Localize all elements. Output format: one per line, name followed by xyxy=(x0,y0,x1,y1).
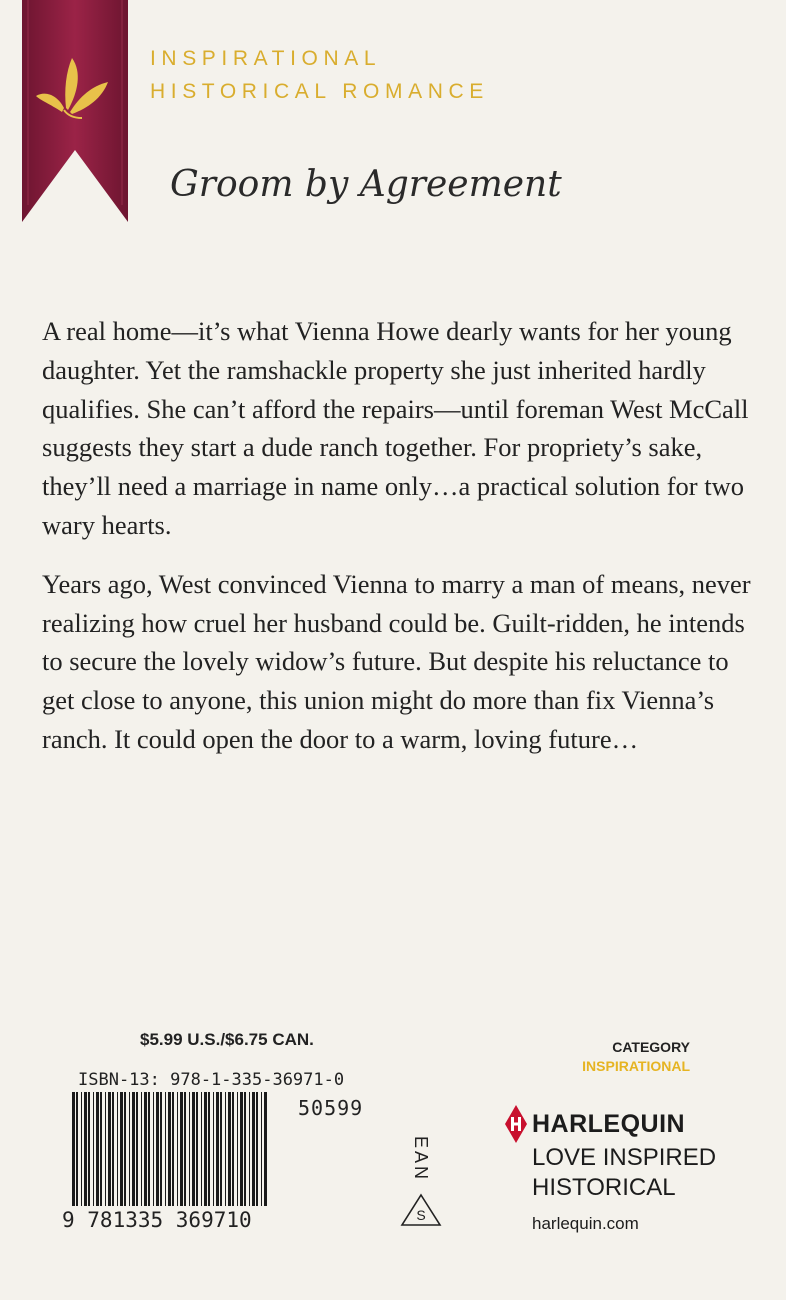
barcode-bar xyxy=(72,1092,75,1206)
barcode-bar xyxy=(124,1092,126,1206)
barcode-bar xyxy=(100,1092,102,1206)
barcode-bar xyxy=(129,1092,130,1206)
blurb xyxy=(42,312,757,779)
barcode-bar xyxy=(160,1092,162,1206)
barcode-bar xyxy=(189,1092,190,1206)
barcode-bar xyxy=(88,1092,90,1206)
barcode-bar xyxy=(232,1092,234,1206)
barcode-bar xyxy=(96,1092,99,1206)
series-line-1: INSPIRATIONAL xyxy=(150,47,382,70)
harlequin-diamond-icon xyxy=(504,1104,528,1144)
book-title: Groom by Agreement xyxy=(170,164,562,205)
barcode-bar xyxy=(180,1092,183,1206)
barcode-bar xyxy=(168,1092,171,1206)
barcode-bar xyxy=(156,1092,159,1206)
recycle-icon xyxy=(399,1192,443,1228)
barcode-bar xyxy=(117,1092,118,1206)
barcode-bar xyxy=(165,1092,166,1206)
barcode-bar xyxy=(112,1092,114,1206)
category-label: CATEGORY xyxy=(612,1039,690,1055)
recycle-symbol: S xyxy=(416,1207,426,1223)
barcode-bar xyxy=(136,1092,138,1206)
barcode-bar xyxy=(141,1092,142,1206)
barcode-bar xyxy=(76,1092,78,1206)
barcode-bar xyxy=(196,1092,198,1206)
barcode-bar xyxy=(220,1092,222,1206)
barcode-bar xyxy=(252,1092,255,1206)
barcode-bar xyxy=(120,1092,123,1206)
barcode-bar xyxy=(132,1092,135,1206)
barcode-bar xyxy=(201,1092,202,1206)
barcode-bar xyxy=(153,1092,154,1206)
barcode-bar xyxy=(237,1092,238,1206)
series-line-2: HISTORICAL ROMANCE xyxy=(150,80,489,103)
category-value: INSPIRATIONAL xyxy=(582,1058,690,1074)
blurb-paragraph-2: Years ago, West convinced Vienna to marry a man of means, never realizing how cruel her husband could be. Guilt-ridden, he intends to secure the lovely widow’s future. But despite his reluctance to get close to anyone, this union might do more than fix Vienna’s ranch. It could open the door to a warm, loving future… xyxy=(42,568,751,754)
barcode-bar xyxy=(208,1092,210,1206)
barcode-bar xyxy=(177,1092,178,1206)
barcode-bar xyxy=(84,1092,87,1206)
series-name xyxy=(150,42,489,108)
barcode-bar xyxy=(148,1092,150,1206)
barcode-bar xyxy=(213,1092,214,1206)
barcode-bar xyxy=(204,1092,207,1206)
category xyxy=(560,1038,690,1076)
barcode-bar xyxy=(225,1092,226,1206)
publisher-name: HARLEQUIN xyxy=(532,1109,686,1138)
barcode-bar xyxy=(264,1092,267,1206)
publisher-block xyxy=(504,1104,716,1234)
blurb-paragraph-1: A real home—it’s what Vienna Howe dearly wants for her young daughter. Yet the ramshackle property she just inherited hardly qualifies. She can’t afford the repairs—until foreman West McCall suggests they start a dude ranch together. For propriety’s sake, they’ll need a marriage in name only…a practical solution for two wary hearts. xyxy=(42,316,749,540)
barcode-bar xyxy=(184,1092,186,1206)
barcode-bar xyxy=(192,1092,195,1206)
barcode-bar xyxy=(261,1092,262,1206)
barcode-bar xyxy=(172,1092,174,1206)
barcode-bar xyxy=(228,1092,231,1206)
barcode-bar xyxy=(105,1092,106,1206)
barcode-addon-number: 50599 xyxy=(298,1096,364,1120)
price: $5.99 U.S./$6.75 CAN. xyxy=(140,1030,314,1049)
barcode-bar xyxy=(240,1092,243,1206)
barcode-digits: 9 781335 369710 xyxy=(62,1208,252,1232)
barcode-bar xyxy=(249,1092,250,1206)
imprint-line-2: HISTORICAL xyxy=(532,1174,676,1201)
barcode xyxy=(68,1092,288,1222)
series-ribbon xyxy=(22,0,128,222)
barcode-bar xyxy=(81,1092,82,1206)
barcode-bar xyxy=(216,1092,219,1206)
publisher-website[interactable]: harlequin.com xyxy=(532,1214,639,1233)
barcode-bar xyxy=(93,1092,94,1206)
barcode-bar xyxy=(108,1092,111,1206)
barcode-bar xyxy=(256,1092,258,1206)
barcode-bar xyxy=(244,1092,246,1206)
barcode-bar xyxy=(144,1092,147,1206)
imprint-line-1: LOVE INSPIRED xyxy=(532,1144,717,1171)
ean-label: EAN xyxy=(411,1136,431,1183)
isbn: ISBN-13: 978-1-335-36971-0 xyxy=(78,1070,345,1090)
